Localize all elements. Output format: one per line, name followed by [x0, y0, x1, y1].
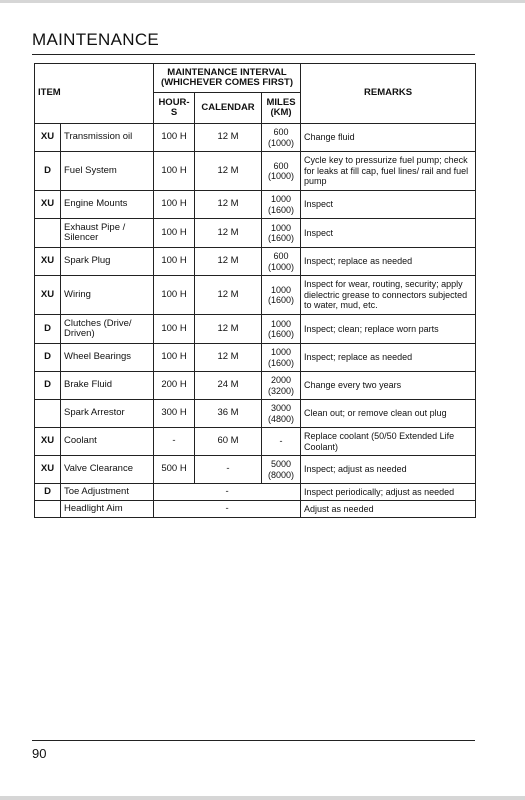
- row-calendar: 12 M: [195, 124, 262, 152]
- row-miles: 600 (1000): [262, 124, 301, 152]
- row-remarks: Inspect for wear, routing, security; apply dielectric grease to connectors subjected to water, mud, etc.: [301, 276, 476, 315]
- row-miles: 1000 (1600): [262, 276, 301, 315]
- row-hours: 500 H: [154, 456, 195, 484]
- row-item: Transmission oil: [61, 124, 154, 152]
- row-miles: 600 (1000): [262, 152, 301, 191]
- row-interval: -: [154, 501, 301, 518]
- row-calendar: 12 M: [195, 315, 262, 344]
- row-code: XU: [35, 456, 61, 484]
- row-calendar: 24 M: [195, 372, 262, 400]
- table-row: [35, 152, 476, 191]
- page-title: MAINTENANCE: [32, 30, 160, 49]
- table-row: [35, 484, 476, 501]
- row-calendar: 12 M: [195, 344, 262, 372]
- row-calendar: 12 M: [195, 248, 262, 276]
- row-calendar: 60 M: [195, 428, 262, 456]
- row-calendar: 12 M: [195, 219, 262, 248]
- hours-column-header: HOUR-S: [154, 93, 195, 124]
- table-row: [35, 501, 476, 518]
- row-miles: 1000 (1600): [262, 219, 301, 248]
- table-row: [35, 456, 476, 484]
- row-hours: 200 H: [154, 372, 195, 400]
- page-number: 90: [32, 746, 47, 761]
- row-item: Wiring: [61, 276, 154, 315]
- row-hours: 100 H: [154, 124, 195, 152]
- row-code: XU: [35, 276, 61, 315]
- row-miles: 5000 (8000): [262, 456, 301, 484]
- table-row: [35, 124, 476, 152]
- page-top-border: [0, 0, 525, 3]
- row-code: D: [35, 152, 61, 191]
- row-hours: 300 H: [154, 400, 195, 428]
- row-remarks: Inspect; adjust as needed: [301, 456, 476, 484]
- row-miles: 2000 (3200): [262, 372, 301, 400]
- row-hours: 100 H: [154, 315, 195, 344]
- table-row: [35, 219, 476, 248]
- footer-divider: [32, 740, 475, 741]
- row-remarks: Inspect periodically; adjust as needed: [301, 484, 476, 501]
- row-calendar: -: [195, 456, 262, 484]
- table-row: [35, 400, 476, 428]
- row-code: D: [35, 484, 61, 501]
- table-row: [35, 344, 476, 372]
- row-miles: 1000 (1600): [262, 191, 301, 219]
- table-row: [35, 315, 476, 344]
- table-row: [35, 191, 476, 219]
- row-calendar: 36 M: [195, 400, 262, 428]
- row-miles: 600 (1000): [262, 248, 301, 276]
- maintenance-table: [34, 63, 476, 518]
- row-item: Engine Mounts: [61, 191, 154, 219]
- row-hours: 100 H: [154, 276, 195, 315]
- row-code: XU: [35, 428, 61, 456]
- row-code: D: [35, 315, 61, 344]
- row-code: XU: [35, 191, 61, 219]
- interval-column-header: MAINTENANCE INTERVAL (WHICHEVER COMES FIRST): [154, 64, 301, 93]
- row-hours: 100 H: [154, 344, 195, 372]
- row-item: Coolant: [61, 428, 154, 456]
- row-calendar: 12 M: [195, 276, 262, 315]
- row-remarks: Inspect; clean; replace worn parts: [301, 315, 476, 344]
- row-code: XU: [35, 248, 61, 276]
- row-remarks: Cycle key to pressurize fuel pump; check for leaks at fill cap, fuel lines/ rail and fuel pump: [301, 152, 476, 191]
- row-item: Clutches (Drive/ Driven): [61, 315, 154, 344]
- row-item: Fuel System: [61, 152, 154, 191]
- row-remarks: Change fluid: [301, 124, 476, 152]
- row-remarks: Inspect: [301, 191, 476, 219]
- table-row: [35, 276, 476, 315]
- row-remarks: Inspect: [301, 219, 476, 248]
- row-hours: 100 H: [154, 219, 195, 248]
- row-code: [35, 501, 61, 518]
- row-item: Spark Arrestor: [61, 400, 154, 428]
- remarks-column-header: REMARKS: [301, 64, 476, 124]
- row-item: Valve Clearance: [61, 456, 154, 484]
- miles-column-header: MILES (KM): [262, 93, 301, 124]
- row-hours: 100 H: [154, 191, 195, 219]
- row-hours: -: [154, 428, 195, 456]
- row-miles: 1000 (1600): [262, 344, 301, 372]
- row-code: D: [35, 372, 61, 400]
- row-code: [35, 219, 61, 248]
- table-row: [35, 372, 476, 400]
- table-row: [35, 248, 476, 276]
- row-code: XU: [35, 124, 61, 152]
- row-item: Toe Adjustment: [61, 484, 154, 501]
- row-code: [35, 400, 61, 428]
- row-remarks: Inspect; replace as needed: [301, 344, 476, 372]
- row-hours: 100 H: [154, 152, 195, 191]
- row-remarks: Inspect; replace as needed: [301, 248, 476, 276]
- row-miles: -: [262, 428, 301, 456]
- row-item: Wheel Bearings: [61, 344, 154, 372]
- row-code: D: [35, 344, 61, 372]
- title-divider: [32, 54, 475, 55]
- row-remarks: Change every two years: [301, 372, 476, 400]
- row-miles: 3000 (4800): [262, 400, 301, 428]
- item-column-header: ITEM: [35, 64, 154, 124]
- row-item: Headlight Aim: [61, 501, 154, 518]
- row-calendar: 12 M: [195, 152, 262, 191]
- row-remarks: Replace coolant (50/50 Extended Life Coolant): [301, 428, 476, 456]
- row-item: Brake Fluid: [61, 372, 154, 400]
- row-item: Spark Plug: [61, 248, 154, 276]
- page-bottom-border: [0, 796, 525, 800]
- row-calendar: 12 M: [195, 191, 262, 219]
- row-hours: 100 H: [154, 248, 195, 276]
- row-remarks: Clean out; or remove clean out plug: [301, 400, 476, 428]
- calendar-column-header: CALENDAR: [195, 93, 262, 124]
- row-interval: -: [154, 484, 301, 501]
- row-miles: 1000 (1600): [262, 315, 301, 344]
- row-item: Exhaust Pipe / Silencer: [61, 219, 154, 248]
- row-remarks: Adjust as needed: [301, 501, 476, 518]
- table-row: [35, 428, 476, 456]
